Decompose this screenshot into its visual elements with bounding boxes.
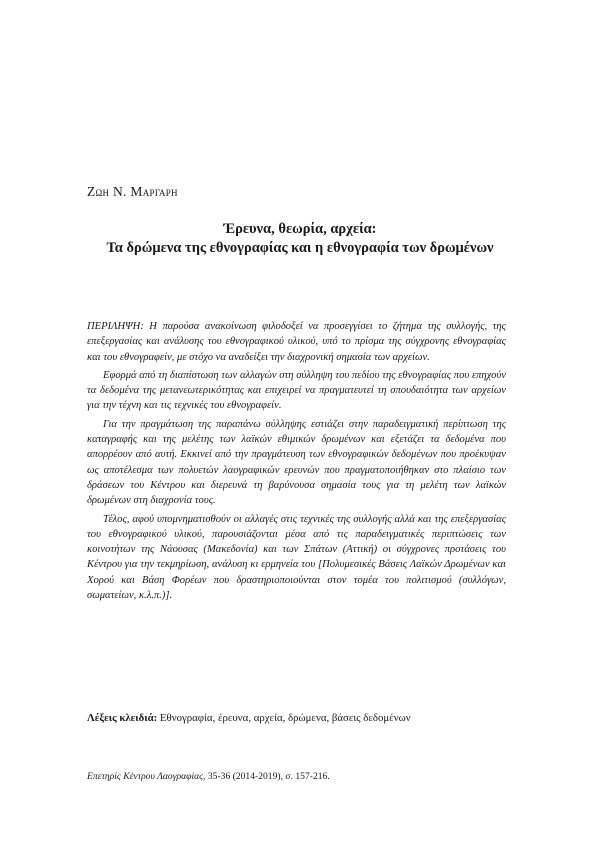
abstract-paragraph-1 [87,319,506,365]
abstract-paragraph-3: Για την πραγμάτωση της παραπάνω σύλληψης εστιάζει στην παραδειγματική περίπτωση της καταγραφής και της μελέτης των λαϊκών εθιμικών δρωμένων και εξετάζει τα δεδομένα που απορρέουν από αυτή. Εκκινεί από την πραγμάτευση των εθνογραφικών δεδομένων που προέκυψαν ως αποτέλεσμα των πολυετών λαογραφικών ερευνών που πραγματοποιήθηκαν στο πλαίσιο των δράσεων του Κέντρου και διερευνά τη βαρύνουσα σημασία τους για τη μελέτη των λαϊκών δρωμένων στη διαχρονία τους. [87,418,506,507]
keywords-label: Λέξεις κλειδιά: [87,712,158,724]
author-name: Ζωη Ν. Μαργαρη [87,184,178,199]
title-line-2: Τα δρώμενα της εθνογραφίας και η εθνογραφία των δρωμένων [106,240,494,256]
citation-details: 35-36 (2014-2019), σ. 157-216. [207,771,330,782]
abstract-paragraph-4: Τέλος, αφού υπομνηματισθούν οι αλλαγές στις τεχνικές της συλλογής αλλά και της επεξεργασίας του εθνογραφικού υλικού, παρουσιάζονται μέσα από τις παραδειγματικές περιπτώσεις των κοινοτήτων της Νάουσας (Μακεδονία) και των Σπάτων (Αττική) οι σύγχρονες προτάσεις του Κέντρου για την τεκμηρίωση, ανάλυση κι ερμηνεία του [Πολυμεσικές Βάσεις Λαϊκών Δρωμένων και Χορού και Βάση Φορέων που δραστηριοποιούνται στον τομέα του πολιτισμού (συλλόγων, σωματείων, κ.λ.π.)]. [87,513,506,602]
abstract-label: ΠΕΡΙΛΗΨΗ: [87,321,144,332]
keywords-text: Εθνογραφία, έρευνα, αρχεία, δρώμενα, βάσεις δεδομένων [159,712,411,724]
journal-citation [87,771,527,782]
article-title [80,220,520,258]
title-line-1: Έρευνα, θεωρία, αρχεία: [223,221,377,237]
keywords [87,712,517,724]
abstract-paragraph-1-text: Η παρούσα ανακοίνωση φιλοδοξεί να προσεγγίσει το ζήτημα της συλλογής, της επεξεργασίας και ανάλυσης του εθνογραφικού υλικού, υπό το πρίσμα της σύγχρονης εθνογραφίας και του εθνογραφείν, με στόχο να αναδείξει την διαχρονική σημασία των αρχείων. [87,321,506,363]
abstract-paragraph-2: Εφορμά από τη διαπίστωση των αλλαγών στη σύλληψη του πεδίου της εθνογραφίας που επηχούν τα δεδομένα της μετανεωτερικότητας και επιχειρεί να πραγματευτεί τη σπουδαιότητα των αρχείων για την τέχνη και τις τεχνικές του εθνογραφείν. [87,369,506,412]
journal-name: Επετηρίς Κέντρου Λαογραφίας, [87,771,206,782]
abstract [87,319,506,603]
